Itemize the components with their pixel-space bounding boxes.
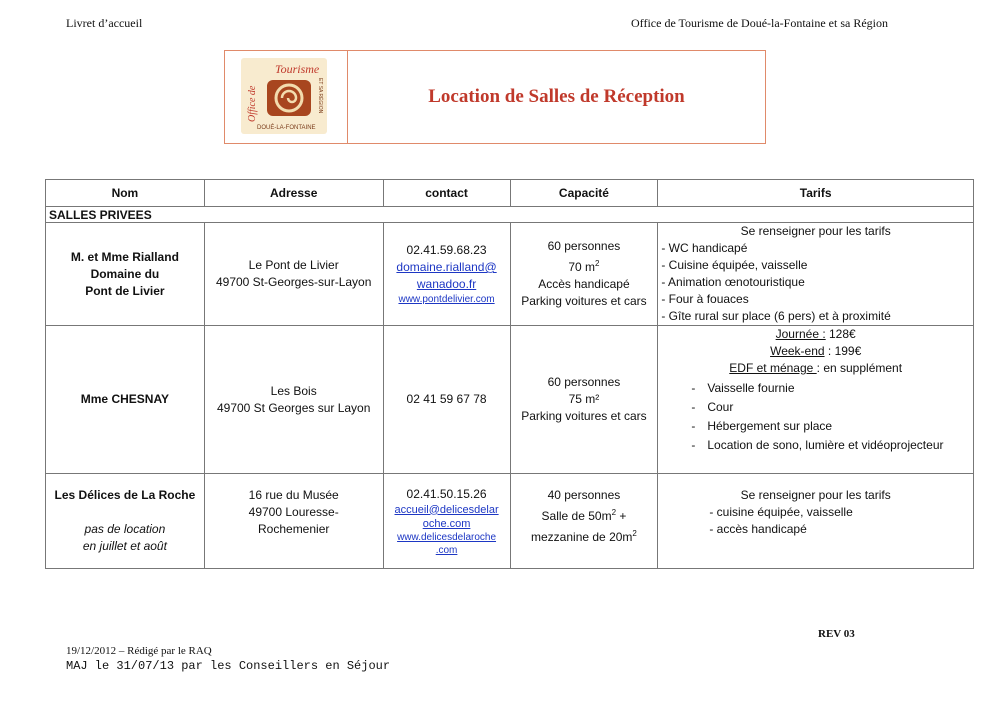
- venue-contact: [383, 474, 510, 569]
- tarif-item: - Animation œnotouristique: [661, 275, 805, 289]
- phone-number: 02 41 59 67 78: [406, 392, 487, 406]
- name-note: en juillet et août: [82, 539, 167, 553]
- email-line: wanadoo.fr: [416, 277, 477, 291]
- logo-text-tourisme: Tourisme: [275, 62, 320, 76]
- tarif-item: - Cuisine équipée, vaisselle: [661, 258, 808, 272]
- website-link[interactable]: [387, 531, 507, 557]
- address-line: Les Bois: [270, 383, 317, 398]
- email-line: oche.com: [422, 517, 471, 530]
- name-line: Les Délices de La Roche: [54, 488, 196, 502]
- venue-name: Mme CHESNAY: [46, 326, 205, 474]
- email-line: accueil@delicesdelar: [394, 503, 499, 516]
- capacity-line: [514, 525, 655, 546]
- email-link[interactable]: [387, 259, 507, 293]
- tarif-item: - Gîte rural sur place (6 pers) et à proximité: [661, 309, 891, 323]
- table-row: [46, 223, 974, 326]
- email-line: domaine.rialland@: [396, 260, 497, 274]
- venue-address: [204, 474, 383, 569]
- area-superscript: 2: [632, 529, 637, 538]
- extra-costs: [661, 360, 970, 377]
- website-link[interactable]: www.pontdelivier.com: [398, 294, 495, 305]
- tourism-office-logo: [241, 58, 327, 134]
- address-line: 49700 St-Georges-sur-Layon: [215, 275, 372, 289]
- area-superscript: 2: [611, 508, 617, 517]
- capacity-line: [514, 255, 655, 276]
- address-line: 49700 Louresse-: [248, 505, 339, 519]
- capacity-area: 70 m: [568, 260, 596, 274]
- list-item: - Location de sono, lumière et vidéoprojecteur: [661, 436, 970, 454]
- price-weekend-label: Week-end: [770, 344, 825, 358]
- address-line: 16 rue du Musée: [248, 488, 339, 502]
- venue-address: [204, 326, 383, 474]
- price-day-label: Journée :: [775, 327, 826, 341]
- address-line: 49700 St Georges sur Layon: [216, 400, 371, 415]
- extra-costs-label: EDF et ménage: [729, 361, 817, 375]
- page-title: Location de Salles de Réception: [428, 86, 685, 107]
- price-day: [661, 326, 970, 343]
- tarif-title: Se renseigner pour les tarifs: [740, 488, 891, 502]
- venue-capacity: [510, 223, 658, 326]
- price-weekend: [661, 343, 970, 360]
- list-item: - Vaisselle fournie: [661, 379, 970, 398]
- capacity-line: 40 personnes: [547, 488, 621, 502]
- title-box: [224, 50, 766, 144]
- name-line: M. et Mme Rialland: [70, 249, 179, 264]
- logo-text-region: ET SA RÉGION: [317, 78, 323, 114]
- capacity-line: 75 m²: [568, 392, 600, 406]
- tarif-title: Se renseigner pour les tarifs: [740, 224, 891, 238]
- capacity-text: mezzanine de 20m: [531, 530, 633, 544]
- revision-label: REV 03: [818, 628, 855, 640]
- venue-name: [46, 474, 205, 569]
- footer-line-2: MAJ le 31/07/13 par les Conseillers en Séjour: [66, 659, 391, 673]
- header-nom: Nom: [46, 180, 205, 207]
- capacity-line: 60 personnes: [547, 239, 621, 253]
- tarif-item: - cuisine équipée, vaisselle: [709, 505, 853, 519]
- table-row: [46, 326, 974, 474]
- email-link[interactable]: [387, 503, 507, 531]
- header-capacite: Capacité: [510, 180, 658, 207]
- extra-costs-value: : en supplément: [816, 361, 903, 375]
- capacity-text: Salle de 50m: [541, 509, 612, 523]
- table-header-row: [46, 180, 974, 207]
- venue-name: [46, 223, 205, 326]
- phone-number: 02.41.59.68.23: [406, 243, 487, 257]
- capacity-line: Parking voitures et cars: [521, 409, 647, 423]
- capacity-line: [514, 504, 655, 525]
- phone-number: 02.41.50.15.26: [406, 486, 487, 501]
- capacity-line: Parking voitures et cars: [521, 294, 647, 308]
- capacity-text: +: [616, 509, 627, 523]
- name-line: Domaine du: [90, 266, 160, 281]
- logo-graphic: [241, 58, 327, 134]
- address-line: Rochemenier: [258, 522, 330, 536]
- tarif-item: - Four à fouaces: [661, 292, 749, 306]
- venue-capacity: [510, 326, 658, 474]
- price-weekend-value: : 199€: [824, 344, 862, 358]
- tarif-item: - accès handicapé: [709, 522, 807, 536]
- venue-tarifs: [658, 223, 974, 326]
- header-contact: contact: [383, 180, 510, 207]
- list-item: - Hébergement sur place: [661, 417, 970, 436]
- web-line: www.delicesdelaroche: [397, 531, 497, 543]
- section-row: [46, 207, 974, 223]
- footer-line-1: 19/12/2012 – Rédigé par le RAQ: [66, 645, 212, 657]
- area-superscript: 2: [595, 259, 600, 268]
- header-adresse: Adresse: [204, 180, 383, 207]
- venue-capacity: [510, 474, 658, 569]
- capacity-line: Accès handicapé: [538, 277, 630, 291]
- price-day-value: 128€: [825, 327, 856, 341]
- name-note: pas de location: [84, 522, 166, 536]
- venue-contact: [383, 223, 510, 326]
- logo-text-town: DOUÉ-LA-FONTAINE: [257, 125, 316, 131]
- venue-tarifs: [658, 326, 974, 474]
- tarif-item: - WC handicapé: [661, 241, 748, 255]
- section-label: SALLES PRIVEES: [46, 207, 974, 223]
- venue-contact: [383, 326, 510, 474]
- list-item: - Cour: [661, 398, 970, 417]
- logo-text-office: Office de: [247, 85, 258, 122]
- venue-address: [204, 223, 383, 326]
- table-row: [46, 474, 974, 569]
- logo-cell: [225, 51, 348, 143]
- header-right: Office de Tourisme de Doué-la-Fontaine et sa Région: [631, 16, 888, 30]
- tarif-list: [661, 379, 970, 454]
- header-tarifs: Tarifs: [658, 180, 974, 207]
- venue-tarifs: [658, 474, 974, 569]
- address-line: Le Pont de Livier: [248, 258, 339, 272]
- web-line: .com: [435, 544, 458, 556]
- header-left: Livret d’accueil: [66, 16, 143, 30]
- rooms-table: [45, 179, 974, 569]
- name-line: Pont de Livier: [85, 283, 165, 298]
- capacity-line: 60 personnes: [547, 375, 621, 389]
